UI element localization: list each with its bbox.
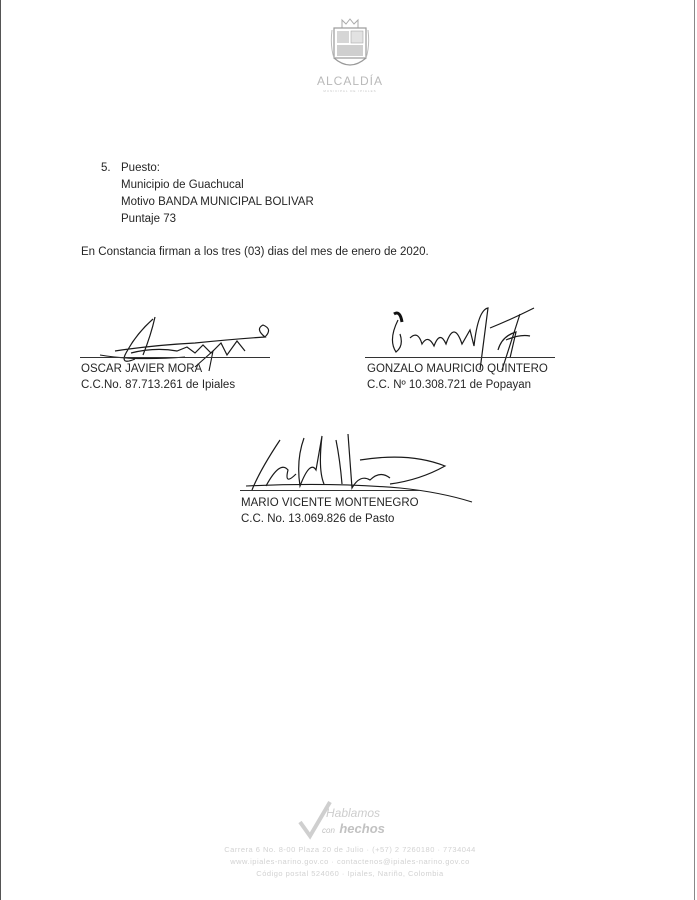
signature-line-3 — [240, 490, 420, 491]
letterhead-subtitle: MUNICIPAL DE IPIALES — [323, 89, 377, 93]
signature-line-1 — [80, 357, 270, 358]
signature-line-2 — [365, 357, 555, 358]
slogan-line-1: Hablamos — [326, 806, 381, 820]
item-score: Puntaje 73 — [121, 213, 176, 225]
signatory-3-name: MARIO VICENTE MONTENEGRO — [241, 497, 419, 509]
slogan-main: hechos — [339, 821, 385, 836]
page-left-edge — [0, 0, 1, 900]
footer-address-line-1: Carrera 6 No. 8-00 Plaza 20 de Julio · (+57) 2 7260180 · 7734044 — [224, 845, 476, 854]
slogan-prefix: con — [322, 826, 335, 835]
statement-text: En Constancia firman a los tres (03) dias del mes de enero de 2020. — [81, 246, 429, 258]
coat-of-arms-icon — [330, 18, 370, 72]
signatory-1-name: OSCAR JAVIER MORA — [81, 363, 203, 375]
letterhead — [300, 18, 400, 93]
signatory-2-id: C.C. Nº 10.308.721 de Popayan — [367, 379, 532, 391]
item-motive: Motivo BANDA MUNICIPAL BOLIVAR — [121, 196, 314, 208]
page-right-edge — [694, 0, 695, 900]
letterhead-title: ALCALDÍA — [316, 74, 384, 88]
slogan-line-2 — [322, 820, 385, 838]
footer-address-line-2: www.ipiales-narino.gov.co · contactenos@ipiales-narino.gov.co — [230, 857, 470, 866]
slogan-logo — [296, 800, 416, 840]
item-number: 5. — [101, 162, 111, 174]
signatory-2-name: GONZALO MAURICIO QUINTERO — [367, 363, 548, 375]
item-heading: Puesto: — [121, 162, 160, 174]
footer-address-line-3: Código postal 524060 · Ipiales, Nariño, Colombia — [256, 869, 444, 878]
signatory-1-id: C.C.No. 87.713.261 de Ipiales — [81, 379, 236, 391]
signatory-3-id: C.C. No. 13.069.826 de Pasto — [241, 513, 395, 525]
item-municipality: Municipio de Guachucal — [121, 179, 244, 191]
